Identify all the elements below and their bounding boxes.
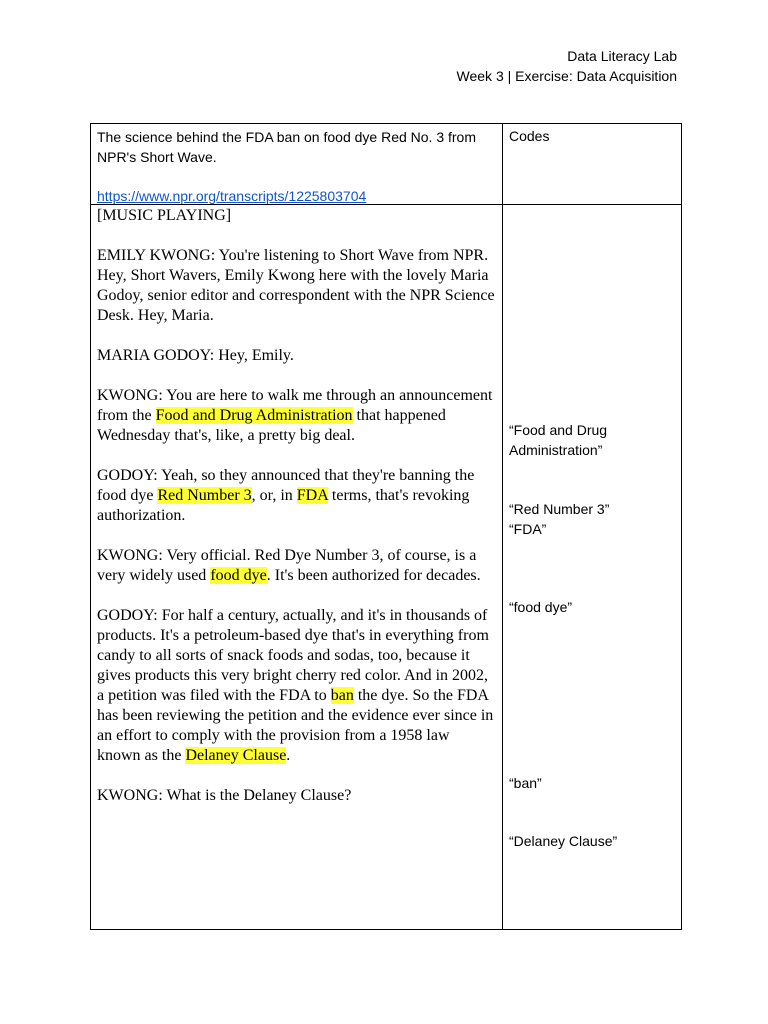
- code-entry: “Delaney Clause”: [509, 833, 618, 849]
- text-run: terms, that's revoking authorization.: [97, 487, 470, 524]
- transcript-paragraph: [97, 606, 496, 766]
- code-entry: “FDA”: [509, 521, 547, 537]
- codes-cell: [503, 205, 682, 930]
- transcript-paragraph: [97, 386, 496, 446]
- transcript-paragraph: MARIA GODOY: Hey, Emily.: [97, 347, 294, 364]
- transcript-paragraph: KWONG: What is the Delaney Clause?: [97, 787, 352, 804]
- highlighted-phrase: FDA: [296, 487, 328, 504]
- exercise-title: Week 3 | Exercise: Data Acquisition: [456, 67, 677, 84]
- text-run: , or, in: [251, 487, 297, 504]
- code-entry: “food dye”: [509, 599, 573, 615]
- transcript-paragraph: [MUSIC PLAYING]: [97, 207, 232, 224]
- highlighted-phrase: food dye: [210, 567, 267, 584]
- highlighted-phrase: Delaney Clause: [185, 747, 287, 764]
- coding-table: [90, 123, 682, 930]
- table-body-row: [91, 205, 682, 930]
- code-entry: “Food and Drug Administration”: [509, 422, 608, 458]
- transcript-paragraph: EMILY KWONG: You're listening to Short Wave from NPR. Hey, Short Wavers, Emily Kwong here with the lovely Maria Godoy, senior editor and correspondent with the NPR Science Desk. Hey, Maria.: [97, 247, 495, 324]
- table-header-row: [91, 124, 682, 205]
- text-run: GODOY: Yeah, so they announced that they're banning the food dye: [97, 467, 475, 504]
- codes-header: Codes: [509, 128, 550, 144]
- text-run: .: [286, 747, 291, 764]
- transcript-cell: [91, 205, 503, 930]
- highlighted-phrase: ban: [330, 687, 354, 704]
- codes-header-cell: [503, 124, 682, 205]
- code-entry: “ban”: [509, 775, 542, 791]
- source-link[interactable]: https://www.npr.org/transcripts/1225803704: [97, 187, 367, 204]
- transcript: [91, 205, 502, 929]
- document-header: [457, 47, 677, 86]
- text-run: that happened Wednesday that's, like, a pretty big deal.: [97, 407, 446, 444]
- transcript-paragraph: [97, 466, 496, 526]
- text-run: . It's been authorized for decades.: [266, 567, 481, 584]
- source-title: The science behind the FDA ban on food dye Red No. 3 from NPR's Short Wave.: [97, 129, 477, 165]
- transcript-paragraph: [97, 546, 496, 586]
- source-cell: [91, 124, 503, 205]
- text-run: KWONG: You are here to walk me through an announcement from the: [97, 387, 493, 424]
- highlighted-phrase: Red Number 3: [157, 487, 252, 504]
- code-entry: “Red Number 3”: [509, 501, 610, 517]
- text-run: the dye. So the FDA has been reviewing the petition and the evidence ever since in an effort to comply with the provision from a 1958 law known as the: [97, 687, 494, 764]
- text-run: GODOY: For half a century, actually, and it's in thousands of products. It's a petroleum-based dye that's in everything from candy to all sorts of snack foods and sodas, too, because it gives products this very bright cherry red color. And in 2002, a petition was filed with the FDA to: [97, 607, 489, 704]
- highlighted-phrase: Food and Drug Administration: [155, 407, 353, 424]
- course-title: Data Literacy Lab: [567, 48, 677, 64]
- text-run: KWONG: Very official. Red Dye Number 3, of course, is a very widely used: [97, 547, 477, 584]
